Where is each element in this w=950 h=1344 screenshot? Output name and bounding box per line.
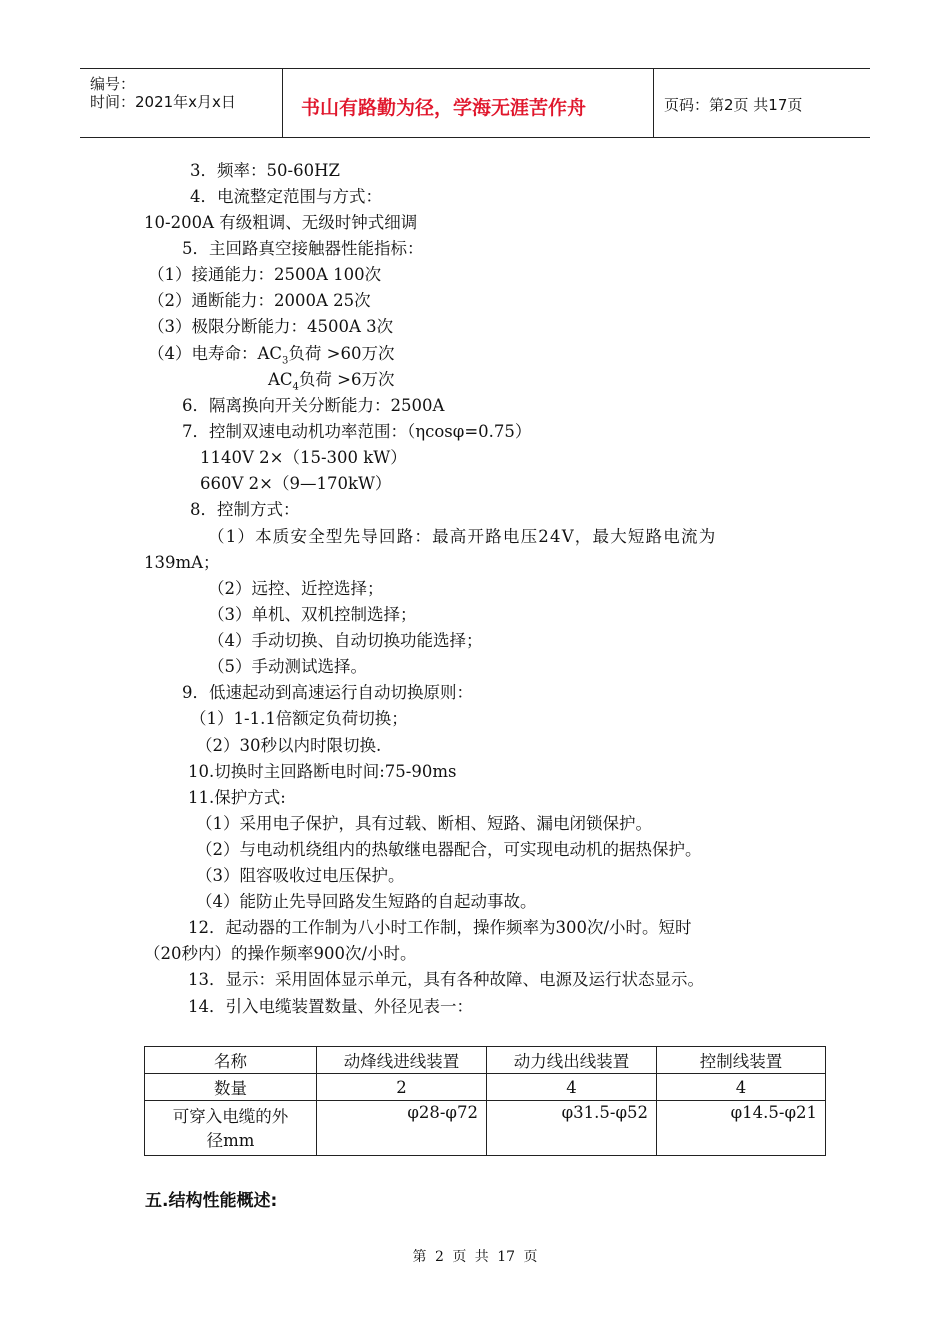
spec-line-5-4-prefix: （4）电寿命：AC: [148, 344, 283, 363]
table-header-cell: 控制线装置: [657, 1047, 826, 1074]
spec-line-4-detail: 10-200A 有级粗调、无级时钟式细调: [144, 213, 418, 232]
header-left-cell: [80, 69, 283, 137]
spec-line-5-4: [148, 344, 395, 371]
page-footer: [0, 1246, 950, 1266]
spec-line-12-cont: （20秒内）的操作频率900次/小时。: [144, 944, 417, 963]
spec-line-11-3: （3）阻容吸收过电压保护。: [196, 866, 405, 885]
spec-line-6: 6．隔离换向开关分断能力：2500A: [182, 396, 445, 415]
spec-line-8: 8．控制方式：: [190, 500, 300, 519]
table-cell: 4: [657, 1074, 826, 1101]
footer-part: 第: [412, 1249, 427, 1265]
spec-line-11: 11.保护方式:: [188, 788, 286, 807]
table-header-row: [145, 1047, 826, 1074]
doc-time-label: 时间：2021年x月x日: [90, 93, 236, 111]
ac4-prefix: AC: [268, 370, 293, 389]
cable-spec-table: [144, 1046, 826, 1156]
spec-line-5-4-rest: 负荷 >60万次: [288, 344, 395, 363]
table-cell: φ31.5-φ52: [487, 1101, 657, 1156]
section-title: 五.结构性能概述:: [145, 1191, 278, 1211]
spec-line-5: 5．主回路真空接触器性能指标：: [182, 239, 424, 258]
spec-line-14: 14．引入电缆装置数量、外径见表一：: [188, 997, 473, 1016]
spec-line-5-4-ac4: [268, 370, 395, 397]
spec-line-9-1: （1）1-1.1倍额定负荷切换；: [190, 709, 408, 728]
spec-line-12: 12．起动器的工作制为八小时工作制，操作频率为300次/小时。短时: [188, 918, 692, 937]
ac3-subscript: 3: [282, 355, 289, 367]
spec-line-9-2: （2）30秒以内时限切换.: [196, 736, 382, 755]
spec-line-8-1-cont: 139mA；: [144, 553, 220, 572]
table-cell: φ14.5-φ21: [657, 1101, 826, 1156]
ac4-subscript: 4: [292, 381, 299, 393]
spec-line-3: 3．频率：50-60HZ: [190, 161, 340, 180]
footer-page-number: 2: [434, 1249, 444, 1265]
spec-line-9: 9．低速起动到高速运行自动切换原则：: [182, 683, 473, 702]
header-page-info: 页码：第2页 共17页: [664, 96, 803, 114]
footer-total-pages: 17: [497, 1249, 516, 1265]
spec-line-8-4: （4）手动切换、自动切换功能选择；: [208, 631, 483, 650]
table-cell: 数量: [145, 1074, 317, 1101]
spec-line-8-1: （1）本质安全型先导回路：最高开路电压24V，最大短路电流为: [208, 527, 717, 546]
spec-line-8-2: （2）远控、近控选择；: [208, 579, 384, 598]
footer-part: 页: [452, 1249, 467, 1265]
doc-code-label: 编号：: [90, 75, 136, 93]
page-header: [80, 68, 870, 138]
spec-line-8-5: （5）手动测试选择。: [208, 657, 367, 676]
table-row: [145, 1101, 826, 1156]
spec-line-7-660v: 660V 2×（9—170kW）: [200, 474, 392, 493]
table-header-cell: 动力线出线装置: [487, 1047, 657, 1074]
spec-line-7-1140v: 1140V 2×（15-300 kW）: [200, 448, 407, 467]
table-row: [145, 1074, 826, 1101]
header-motto-cell: [283, 69, 654, 137]
table-cell: φ28-φ72: [317, 1101, 487, 1156]
table-header-cell: 动烽线进线装置: [317, 1047, 487, 1074]
header-motto: 书山有路勤为径，学海无涯苦作舟: [301, 97, 587, 119]
spec-line-8-3: （3）单机、双机控制选择；: [208, 605, 417, 624]
spec-line-4: 4．电流整定范围与方式：: [190, 187, 382, 206]
spec-line-5-3: （3）极限分断能力：4500A 3次: [148, 317, 394, 336]
diameter-label-line2: 径mm: [206, 1131, 255, 1150]
footer-part: 页: [523, 1249, 538, 1265]
spec-line-11-2: （2）与电动机绕组内的热敏继电器配合，可实现电动机的据热保护。: [196, 840, 702, 859]
ac4-rest: 负荷 >6万次: [298, 370, 395, 389]
spec-line-11-1: （1）采用电子保护，具有过载、断相、短路、漏电闭锁保护。: [196, 814, 652, 833]
spec-line-13: 13．显示：采用固体显示单元，具有各种故障、电源及运行状态显示。: [188, 970, 704, 989]
spec-line-10: 10.切换时主回路断电时间:75-90ms: [188, 762, 457, 781]
table-header-cell: 名称: [145, 1047, 317, 1074]
table-cell: 2: [317, 1074, 487, 1101]
spec-line-5-2: （2）通断能力：2000A 25次: [148, 291, 371, 310]
spec-line-5-1: （1）接通能力：2500A 100次: [148, 265, 382, 284]
table-cell: 4: [487, 1074, 657, 1101]
spec-line-11-4: （4）能防止先导回路发生短路的自起动事故。: [196, 892, 537, 911]
table-cell: [145, 1101, 317, 1156]
footer-part: 共: [474, 1249, 489, 1265]
header-page-cell: [654, 69, 870, 137]
diameter-label-line1: 可穿入电缆的外: [172, 1107, 289, 1126]
spec-line-7: 7．控制双速电动机功率范围：（ηcosφ=0.75）: [182, 422, 532, 441]
